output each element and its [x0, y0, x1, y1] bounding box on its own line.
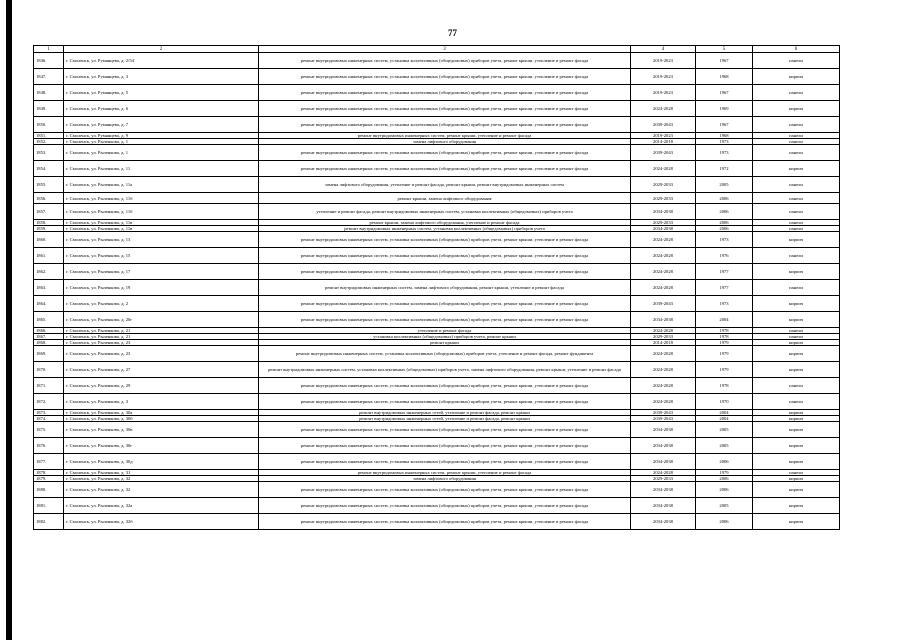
address-cell: г. Смоленск, ул. Рыленкова, д. 20г [64, 312, 259, 328]
works-cell: ремонт внутридомовых инженерных систем, установка коллективных (общедомовых) приборов учета, ремонт крыши, утепление и ремонт фасада [259, 422, 631, 438]
period-cell: 2024-2028 [631, 101, 696, 117]
period-cell: 2029-2033 [631, 220, 696, 226]
row-number: 1848. [34, 85, 64, 101]
address-cell: г. Смоленск, ул. Рыленкова, д. 30в [64, 422, 259, 438]
row-number: 1878. [34, 470, 64, 476]
wall-material-cell: панели [753, 133, 840, 139]
table-row [34, 422, 840, 438]
table-row [34, 280, 840, 296]
wall-material-cell: кирпич [753, 101, 840, 117]
period-cell: 2034-2038 [631, 422, 696, 438]
row-number: 1879. [34, 476, 64, 482]
wall-material-cell: кирпич [753, 69, 840, 85]
table-row [34, 312, 840, 328]
row-number: 1881. [34, 498, 64, 514]
build-year-cell: 1978 [696, 334, 753, 340]
wall-material-cell: панели [753, 220, 840, 226]
works-cell: утепление и ремонт фасада, ремонт внутридомовых инженерных систем, установка коллективных (общедомовых) приборов учета [259, 204, 631, 220]
build-year-cell: 1973 [696, 139, 753, 145]
works-cell: ремонт крыши [259, 340, 631, 346]
address-cell: г. Смоленск, ул. Рыленкова, д. 29 [64, 378, 259, 394]
works-cell: замена лифтового оборудования [259, 476, 631, 482]
wall-material-cell: панели [753, 378, 840, 394]
wall-material-cell: кирпич [753, 498, 840, 514]
table-row [34, 346, 840, 362]
column-header: 3 [259, 46, 631, 53]
period-cell: 2024-2028 [631, 362, 696, 378]
row-number: 1863. [34, 280, 64, 296]
table-row [34, 264, 840, 280]
address-cell: г. Смоленск, ул. Рыленкова, д. 1 [64, 145, 259, 161]
address-cell: г. Смоленск, ул. Рыленкова, д. 13 [64, 232, 259, 248]
table-row [34, 514, 840, 530]
period-cell: 2034-2038 [631, 312, 696, 328]
build-year-cell: 1977 [696, 264, 753, 280]
row-number: 1851. [34, 133, 64, 139]
build-year-cell: 1970 [696, 394, 753, 410]
address-cell: г. Смоленск, ул. Рыленкова, д. 32 [64, 482, 259, 498]
period-cell: 2024-2028 [631, 232, 696, 248]
row-number: 1871. [34, 378, 64, 394]
build-year-cell: 1979 [696, 470, 753, 476]
works-cell: ремонт внутридомовых инженерных систем, установка коллективных (общедомовых) приборов учета, ремонт крыши, утепление и ремонт фасада [259, 161, 631, 177]
build-year-cell: 2005 [696, 177, 753, 193]
works-cell: ремонт внутридомовых инженерных сетей, утепление и ремонт фасада, ремонт крыши [259, 416, 631, 422]
build-year-cell: 2006 [696, 476, 753, 482]
period-cell: 2034-2038 [631, 454, 696, 470]
period-cell: 2034-2038 [631, 204, 696, 220]
row-number: 1852. [34, 139, 64, 145]
row-number: 1859. [34, 226, 64, 232]
period-cell: 2024-2028 [631, 248, 696, 264]
period-cell: 2024-2028 [631, 280, 696, 296]
address-cell: г. Смоленск, ул. Рыленкова, д. 11в [64, 220, 259, 226]
table-row [34, 482, 840, 498]
column-header: 6 [753, 46, 840, 53]
row-number: 1876. [34, 438, 64, 454]
works-cell: ремонт внутридомовых инженерных систем, установка коллективных (общедомовых) приборов учета, ремонт крыши, утепление и ремонт фасада [259, 296, 631, 312]
period-cell: 2029-2033 [631, 476, 696, 482]
address-cell: г. Смоленск, ул. Румянцева, д. 6 [64, 101, 259, 117]
build-year-cell: 1973 [696, 232, 753, 248]
row-number: 1856. [34, 193, 64, 204]
build-year-cell: 2006 [696, 204, 753, 220]
wall-material-cell: кирпич [753, 422, 840, 438]
table-row [34, 362, 840, 378]
wall-material-cell: панели [753, 328, 840, 334]
period-cell: 2024-2028 [631, 394, 696, 410]
address-cell: г. Смоленск, ул. Рыленкова, д. 32б [64, 514, 259, 530]
wall-material-cell: кирпич [753, 296, 840, 312]
address-cell: г. Смоленск, ул. Рыленкова, д. 19 [64, 280, 259, 296]
wall-material-cell: панели [753, 53, 840, 69]
works-cell: ремонт внутридомовых инженерных систем, замена лифтового оборудования, ремонт крыши, утепление и ремонт фасада [259, 280, 631, 296]
address-cell: г. Смоленск, ул. Рыленкова, д. 17 [64, 264, 259, 280]
works-cell: ремонт внутридомовых инженерных систем, установка коллективных (общедомовых) приборов учета, замена лифтового оборудования, ремонт крыши, утепление и ремонт фасада [259, 362, 631, 378]
row-number: 1874. [34, 416, 64, 422]
works-cell: замена лифтового оборудования [259, 139, 631, 145]
row-number: 1850. [34, 117, 64, 133]
address-cell: г. Смоленск, ул. Рыленкова, д. 30г [64, 438, 259, 454]
address-cell: г. Смоленск, ул. Рыленкова, д. 30б [64, 416, 259, 422]
build-year-cell: 2006 [696, 226, 753, 232]
row-number: 1865. [34, 312, 64, 328]
period-cell: 2034-2038 [631, 482, 696, 498]
row-number: 1877. [34, 454, 64, 470]
address-cell: г. Смоленск, ул. Рыленкова, д. 21 [64, 334, 259, 340]
table-row [34, 204, 840, 220]
row-number: 1854. [34, 161, 64, 177]
build-year-cell: 1969 [696, 101, 753, 117]
build-year-cell: 1979 [696, 346, 753, 362]
address-cell: г. Смоленск, ул. Рыленкова, д. 23 [64, 340, 259, 346]
works-cell: ремонт внутридомовых инженерных систем, ремонт крыши, утепление и ремонт фасада [259, 470, 631, 476]
wall-material-cell: кирпич [753, 340, 840, 346]
works-cell: ремонт внутридомовых инженерных систем, установка коллективных (общедомовых) приборов учета, ремонт крыши, утепление и ремонт фасада [259, 232, 631, 248]
row-number: 1849. [34, 101, 64, 117]
works-cell: ремонт внутридомовых инженерных систем, установка коллективных (общедомовых) приборов учета, ремонт крыши, утепление и ремонт фасада [259, 117, 631, 133]
table-row [34, 193, 840, 204]
period-cell: 2024-2028 [631, 470, 696, 476]
period-cell: 2034-2038 [631, 226, 696, 232]
row-number: 1873. [34, 410, 64, 416]
wall-material-cell: панели [753, 145, 840, 161]
row-number: 1853. [34, 145, 64, 161]
build-year-cell: 1968 [696, 69, 753, 85]
wall-material-cell: кирпич [753, 438, 840, 454]
row-number: 1857. [34, 204, 64, 220]
period-cell: 2034-2038 [631, 514, 696, 530]
address-cell: г. Смоленск, ул. Румянцева, д. 7 [64, 117, 259, 133]
period-cell: 2014-2018 [631, 340, 696, 346]
period-cell: 2039-2043 [631, 296, 696, 312]
address-cell: г. Смоленск, ул. Рыленкова, д. 15 [64, 248, 259, 264]
build-year-cell: 2006 [696, 454, 753, 470]
works-cell: ремонт внутридомовых инженерных систем, установка коллективных (общедомовых) приборов учета, ремонт крыши, утепление и ремонт фасада [259, 264, 631, 280]
period-cell: 2039-2043 [631, 410, 696, 416]
wall-material-cell: кирпич [753, 410, 840, 416]
table-row [34, 85, 840, 101]
row-number: 1867. [34, 334, 64, 340]
address-cell: г. Смоленск, ул. Рыленкова, д. 11б [64, 193, 259, 204]
build-year-cell: 2006 [696, 482, 753, 498]
address-cell: г. Смоленск, ул. Рыленкова, д. 31 [64, 470, 259, 476]
address-cell: г. Смоленск, ул. Рыленкова, д. 27 [64, 362, 259, 378]
table-row [34, 232, 840, 248]
row-number: 1846. [34, 53, 64, 69]
build-year-cell: 1973 [696, 296, 753, 312]
works-cell: ремонт внутридомовых инженерных систем, установка коллективных (общедомовых) приборов учета, ремонт крыши, утепление и ремонт фасада [259, 145, 631, 161]
wall-material-cell: панели [753, 193, 840, 204]
build-year-cell: 1979 [696, 340, 753, 346]
period-cell: 2024-2028 [631, 378, 696, 394]
row-number: 1862. [34, 264, 64, 280]
row-number: 1866. [34, 328, 64, 334]
table-row [34, 177, 840, 193]
works-cell: ремонт внутридомовых инженерных систем, установка коллективных (общедомовых) приборов учета, ремонт крыши, утепление и ремонт фасада [259, 69, 631, 85]
works-cell: ремонт внутридомовых инженерных систем, установка коллективных (общедомовых) приборов учета, ремонт крыши, утепление и ремонт фасада [259, 454, 631, 470]
address-cell: г. Смоленск, ул. Румянцева, д. 9 [64, 133, 259, 139]
column-header: 5 [696, 46, 753, 53]
build-year-cell: 2005 [696, 422, 753, 438]
column-header: 4 [631, 46, 696, 53]
row-number: 1868. [34, 340, 64, 346]
margin-bar [6, 0, 12, 640]
build-year-cell: 1972 [696, 161, 753, 177]
wall-material-cell: кирпич [753, 264, 840, 280]
row-number: 1880. [34, 482, 64, 498]
row-number: 1870. [34, 362, 64, 378]
address-cell: г. Смоленск, ул. Румянцева, д. 3 [64, 69, 259, 85]
build-year-cell: 1978 [696, 378, 753, 394]
registry-table [33, 45, 840, 530]
period-cell: 2039-2043 [631, 117, 696, 133]
wall-material-cell: панели [753, 470, 840, 476]
works-cell: ремонт внутридомовых инженерных систем, установка коллективных (общедомовых) приборов учета, ремонт крыши, утепление и ремонт фасада [259, 53, 631, 69]
address-cell: г. Смоленск, ул. Рыленкова, д. 32а [64, 498, 259, 514]
works-cell: ремонт внутридомовых инженерных систем, установка коллективных (общедомовых) приборов учета, утепление и ремонт фасада, ремонт фундамента [259, 346, 631, 362]
period-cell: 2024-2028 [631, 346, 696, 362]
period-cell: 2014-2018 [631, 139, 696, 145]
works-cell: ремонт внутридомовых инженерных систем, ремонт крыши, утепление и ремонт фасада [259, 133, 631, 139]
period-cell: 2024-2028 [631, 161, 696, 177]
wall-material-cell: кирпич [753, 514, 840, 530]
period-cell: 2039-2043 [631, 416, 696, 422]
wall-material-cell: кирпич [753, 416, 840, 422]
table-row [34, 161, 840, 177]
wall-material-cell: кирпич [753, 476, 840, 482]
build-year-cell: 2005 [696, 498, 753, 514]
address-cell: г. Смоленск, ул. Румянцева, д. 5 [64, 85, 259, 101]
works-cell: ремонт внутридомовых инженерных систем, установка коллективных (общедомовых) приборов учета, ремонт крыши, утепление и ремонт фасада [259, 248, 631, 264]
build-year-cell: 1967 [696, 53, 753, 69]
table-row [34, 69, 840, 85]
wall-material-cell: панели [753, 139, 840, 145]
works-cell: ремонт внутридомовых инженерных систем, установка коллективных (общедомовых) приборов учета, ремонт крыши, утепление и ремонт фасада [259, 85, 631, 101]
wall-material-cell: панели [753, 204, 840, 220]
wall-material-cell: панели [753, 117, 840, 133]
period-cell: 2019-2023 [631, 69, 696, 85]
wall-material-cell: кирпич [753, 312, 840, 328]
wall-material-cell: кирпич [753, 232, 840, 248]
period-cell: 2029-2033 [631, 177, 696, 193]
wall-material-cell: панели [753, 334, 840, 340]
wall-material-cell: кирпич [753, 482, 840, 498]
works-cell: установка коллективных (общедомовых) приборов учета, ремонт крыши [259, 334, 631, 340]
build-year-cell: 1967 [696, 117, 753, 133]
build-year-cell: 2006 [696, 193, 753, 204]
address-cell: г. Смоленск, ул. Рыленкова, д. 30д [64, 454, 259, 470]
table-row [34, 296, 840, 312]
works-cell: ремонт внутридомовых инженерных систем, установка коллективных (общедомовых) приборов учета, ремонт крыши, утепление и ремонт фасада [259, 514, 631, 530]
period-cell: 2034-2038 [631, 438, 696, 454]
address-cell: г. Смоленск, ул. Рыленкова, д. 11в [64, 226, 259, 232]
table-row [34, 394, 840, 410]
works-cell: ремонт внутридомовых инженерных систем, установка коллективных (общедомовых) приборов учета, ремонт крыши, утепление и ремонт фасада [259, 312, 631, 328]
address-cell: г. Смоленск, ул. Рыленкова, д. 2 [64, 296, 259, 312]
build-year-cell: 1978 [696, 328, 753, 334]
build-year-cell: 2006 [696, 220, 753, 226]
address-cell: г. Смоленск, ул. Рыленкова, д. 30а [64, 410, 259, 416]
period-cell: 2019-2023 [631, 53, 696, 69]
works-cell: ремонт внутридомовых инженерных систем, установка коллективных (общедомовых) приборов учета, ремонт крыши, утепление и ремонт фасада [259, 438, 631, 454]
address-cell: г. Смоленск, ул. Рыленкова, д. 23 [64, 346, 259, 362]
build-year-cell: 1976 [696, 248, 753, 264]
works-cell: ремонт внутридомовых инженерных систем, установка коллективных (общедомовых) приборов учета, ремонт крыши, утепление и ремонт фасада [259, 498, 631, 514]
row-number: 1847. [34, 69, 64, 85]
address-cell: г. Смоленск, ул. Рыленкова, д. 21 [64, 328, 259, 334]
works-cell: ремонт внутридомовых инженерных систем, установка коллективных (общедомовых) приборов учета, ремонт крыши, утепление и ремонт фасада [259, 482, 631, 498]
build-year-cell: 2004 [696, 410, 753, 416]
address-cell: г. Смоленск, ул. Рыленкова, д. 11а [64, 177, 259, 193]
row-number: 1872. [34, 394, 64, 410]
build-year-cell: 1967 [696, 85, 753, 101]
works-cell: ремонт внутридомовых инженерных систем, установка коллективных (общедомовых) приборов учета, ремонт крыши, утепление и ремонт фасада [259, 394, 631, 410]
row-number: 1855. [34, 177, 64, 193]
works-cell: замена лифтового оборудования, утепление и ремонт фасада, ремонт крыши, ремонт внутридомовых инженерных систем [259, 177, 631, 193]
address-cell: г. Смоленск, ул. Рыленкова, д. 11б [64, 204, 259, 220]
build-year-cell: 1968 [696, 133, 753, 139]
wall-material-cell: кирпич [753, 454, 840, 470]
wall-material-cell: кирпич [753, 161, 840, 177]
table-row [34, 101, 840, 117]
period-cell: 2039-2043 [631, 145, 696, 161]
wall-material-cell: панели [753, 177, 840, 193]
table-row [34, 498, 840, 514]
column-header: 2 [64, 46, 259, 53]
table-row [34, 248, 840, 264]
build-year-cell: 2004 [696, 312, 753, 328]
page-number: 77 [448, 28, 457, 38]
row-number: 1875. [34, 422, 64, 438]
table-row [34, 145, 840, 161]
works-cell: ремонт внутридомовых инженерных систем, установка коллективных (общедомовых) приборов учета, ремонт крыши, утепление и ремонт фасада [259, 101, 631, 117]
build-year-cell: 2005 [696, 438, 753, 454]
build-year-cell: 2006 [696, 514, 753, 530]
works-cell: утепление и ремонт фасада [259, 328, 631, 334]
works-cell: ремонт крыши, замена лифтового оборудования [259, 193, 631, 204]
column-header-row [34, 46, 840, 53]
address-cell: г. Смоленск, ул. Рыленкова, д. 11 [64, 161, 259, 177]
period-cell: 2019-2023 [631, 133, 696, 139]
works-cell: ремонт внутридомовых инженерных систем, установка коллективных (общедомовых) приборов учета, ремонт крыши, утепление и ремонт фасада [259, 378, 631, 394]
period-cell: 2024-2028 [631, 328, 696, 334]
wall-material-cell: панели [753, 248, 840, 264]
table-row [34, 438, 840, 454]
wall-material-cell: панели [753, 226, 840, 232]
wall-material-cell: панели [753, 280, 840, 296]
build-year-cell: 1973 [696, 145, 753, 161]
address-cell: г. Смоленск, ул. Рыленкова, д. 32 [64, 476, 259, 482]
row-number: 1861. [34, 248, 64, 264]
table-row [34, 53, 840, 69]
build-year-cell: 1979 [696, 362, 753, 378]
works-cell: ремонт внутридомовых инженерных систем, установка коллективных (общедомовых) приборов учета [259, 226, 631, 232]
table-row [34, 117, 840, 133]
build-year-cell: 2004 [696, 416, 753, 422]
address-cell: г. Смоленск, ул. Рыленкова, д. 3 [64, 394, 259, 410]
column-header: 1 [34, 46, 64, 53]
wall-material-cell: кирпич [753, 346, 840, 362]
period-cell: 2029-2033 [631, 334, 696, 340]
build-year-cell: 1977 [696, 280, 753, 296]
period-cell: 2034-2038 [631, 498, 696, 514]
table-row [34, 454, 840, 470]
period-cell: 2019-2023 [631, 85, 696, 101]
period-cell: 2029-2033 [631, 193, 696, 204]
works-cell: ремонт крыши, замена лифтового оборудования, утепление и ремонт фасада [259, 220, 631, 226]
wall-material-cell: кирпич [753, 362, 840, 378]
address-cell: г. Смоленск, ул. Рыленкова, д. 1 [64, 139, 259, 145]
row-number: 1858. [34, 220, 64, 226]
row-number: 1869. [34, 346, 64, 362]
works-cell: ремонт внутридомовых инженерных сетей, утепление и ремонт фасада, ремонт крыши [259, 410, 631, 416]
wall-material-cell: панели [753, 394, 840, 410]
row-number: 1860. [34, 232, 64, 248]
row-number: 1882. [34, 514, 64, 530]
wall-material-cell: панели [753, 85, 840, 101]
table-row [34, 378, 840, 394]
period-cell: 2024-2028 [631, 264, 696, 280]
row-number: 1864. [34, 296, 64, 312]
address-cell: г. Смоленск, ул. Румянцева, д. 2/54 [64, 53, 259, 69]
